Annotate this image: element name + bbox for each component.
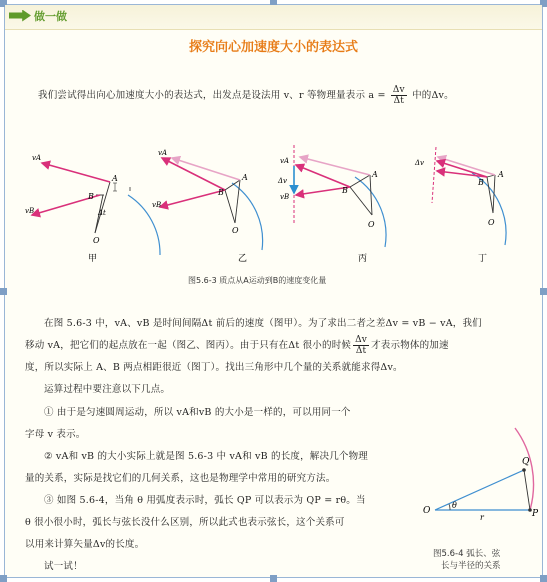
points-paragraph xyxy=(25,402,420,578)
paragraph-line xyxy=(25,335,540,357)
label-va: vA xyxy=(158,149,168,157)
caption-line: 长与半径的关系 xyxy=(441,561,501,571)
label-O: O xyxy=(93,236,100,245)
panel-caption: 丙 xyxy=(358,254,368,264)
fraction xyxy=(353,335,369,356)
body-paragraph xyxy=(25,313,540,401)
label-va: vA xyxy=(280,157,290,165)
label-dv: Δv xyxy=(415,159,425,167)
intro-paragraph xyxy=(38,85,543,106)
panel-jia xyxy=(25,154,160,264)
figure-5-6-4 xyxy=(420,420,540,530)
panel-ding xyxy=(414,147,506,264)
label-O: O xyxy=(423,506,431,516)
label-theta: θ xyxy=(452,501,457,510)
label-va: vA xyxy=(32,154,42,162)
label-dt: Δt xyxy=(98,209,106,217)
panel-caption: 甲 xyxy=(88,254,98,264)
label-O: O xyxy=(488,218,495,227)
point-line: 字母 v 表示。 xyxy=(25,429,86,440)
label-vb: vB xyxy=(25,207,35,215)
fraction-numerator: Δv xyxy=(392,85,405,95)
paragraph-line: 在图 5.6-3 中，vA、vB 是时间间隔Δt 前后的速度（图甲）。为了求出二者之差Δv = vB − vA，我们 xyxy=(44,318,482,329)
panel-bing xyxy=(277,145,386,264)
panel-yi xyxy=(152,149,263,264)
text-span: 才表示物体的加速 xyxy=(371,340,449,351)
label-vb: vB xyxy=(152,201,162,209)
figure-5-6-4-caption xyxy=(433,548,501,572)
intro-text: 我们尝试得出向心加速度大小的表达式，出发点是设法用 v、r 等物理量表示 a = xyxy=(38,90,386,101)
label-A: A xyxy=(372,170,378,179)
label-B: B xyxy=(478,178,484,187)
panel-caption: 丁 xyxy=(478,254,488,264)
label-B: B xyxy=(88,192,94,201)
label-B: B xyxy=(342,186,348,195)
label-B: B xyxy=(218,188,224,197)
fraction-denominator: Δt xyxy=(355,346,367,356)
page-title: 探究向心加速度大小的表达式 xyxy=(188,40,358,55)
section-banner xyxy=(5,5,542,30)
caption-line: 图5.6-4 弧长、弦 xyxy=(433,549,501,559)
label-Q: Q xyxy=(522,457,530,467)
label-vb: vB xyxy=(280,193,290,201)
figure-5-6-3-caption: 图5.6-3 质点从A运动到B的速度变化量 xyxy=(188,276,327,285)
point-line: ③ 如图 5.6-4，当角 θ 用弧度表示时，弧长 QP 可以表示为 QP = rθ。当 xyxy=(44,495,366,506)
intro-text-end: 中的Δv。 xyxy=(412,90,454,101)
point-line: ① 由于是匀速圆周运动，所以 vA和vB 的大小是一样的，可以用同一个 xyxy=(44,407,351,418)
try-it-line: 试一试！ xyxy=(44,561,83,572)
point-line: ② vA和 vB 的大小实际上就是图 5.6-3 中 vA和 vB 的长度，解决几个物理 xyxy=(44,451,368,462)
resize-handle[interactable] xyxy=(0,575,7,582)
resize-handle[interactable] xyxy=(540,575,547,582)
label-O: O xyxy=(232,226,239,235)
fraction xyxy=(391,85,407,106)
label-A: A xyxy=(498,170,504,179)
point-line: θ 很小很小时，弧长与弦长没什么区别，所以此式也表示弦长，这个关系可 xyxy=(25,517,345,528)
point-line: 以用来计算矢量Δv的长度。 xyxy=(25,539,145,550)
paragraph-line: 运算过程中要注意以下几点。 xyxy=(44,384,171,395)
label-A: A xyxy=(112,174,118,183)
label-r: r xyxy=(480,513,484,522)
paragraph-line: 度，所以实际上 A、B 两点相距很近（图丁）。找出三角形中几个量的关系就能求得Δv。 xyxy=(25,362,403,373)
point-line: 量的关系，实际是找它们的几何关系，这也是物理学中常用的研究方法。 xyxy=(25,473,336,484)
fraction-numerator: Δv xyxy=(355,335,368,345)
label-A: A xyxy=(242,173,248,182)
activity-badge xyxy=(9,7,67,24)
panel-caption: 乙 xyxy=(238,254,248,264)
arrow-icon xyxy=(9,10,31,22)
label-dv: Δv xyxy=(278,177,288,185)
text-span: 移动 vA，把它们的起点放在一起（图乙、图丙）。由于只有在Δt 很小的时候 xyxy=(25,340,352,351)
fraction-denominator: Δt xyxy=(393,96,405,106)
label-P: P xyxy=(532,509,539,519)
label-O: O xyxy=(368,220,375,229)
badge-label: 做一做 xyxy=(34,9,67,23)
